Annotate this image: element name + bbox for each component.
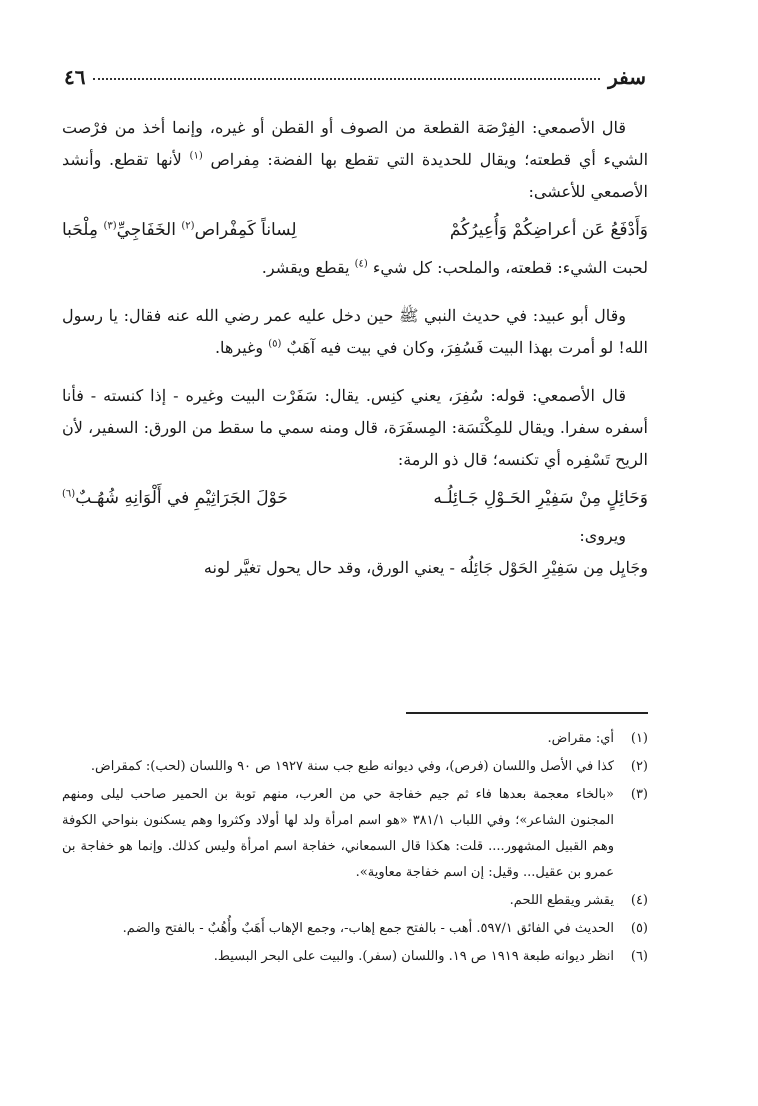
footnote: [62, 916, 648, 942]
footnote-text: الحديث في الفائق ٥٩٧/١. أهب - بالفتح جمع إهاب-، وجمع الإهاب أَهَبٌ وأُهُبٌ - بالفتح والضم.: [122, 921, 614, 936]
paragraph-6: وجَايِل مِن سَفِيْرِ الحَوْل جَائِلُه - يعني الورق، وقد حال يحول تغيَّر لونه: [203, 558, 648, 577]
verse-1-part-b: الخَفَاجِيِّ: [116, 220, 176, 240]
footnote-text: «بالخاء معجمة بعدها فاء ثم جيم خفاجة حي من العرب، منهم توبة بن الحمير صاحب ليلى ومنهم المجنون الشاعر»؛ وفي اللباب ٣٨١/١ «هو اسم امرأة ولد لها أولاد وكثروا وهم يسكنون بنواحي الكوفة وهم القبيل المشهور.... قلت: هكذا قال السمعاني، خفاجة اسم امرأة وليس كذلك. وإنما هو خفاجة بن عمرو بن عقيل... وقيل: إن اسم خفاجة معاوية».: [62, 787, 614, 880]
footnote-ref-5: (٥): [268, 338, 282, 350]
footnote-text: يقشر ويقطع اللحم.: [509, 893, 614, 908]
verse-1-part-a: لِساناً كَمِفْراص: [194, 220, 297, 240]
footnote-separator: [406, 712, 648, 714]
footnote-number: (٥): [630, 921, 648, 936]
footnote-ref-1: (١): [189, 150, 203, 162]
paragraph-1-text: قال الأصمعي: الفِرْصَة القطعة من الصوف أو القطن أو غيره، وإنما أخذ من فرْصت الشيء أي قطعته؛ ويقال للحديدة التي تقطع بها الفضة: مِفراص: [62, 118, 649, 169]
footnote-number: (٣): [630, 787, 648, 802]
paragraph-2: [62, 252, 648, 284]
verse-1-part-c: مِلْحَبا: [62, 220, 99, 240]
main-text: [62, 112, 648, 584]
footnote: [62, 726, 648, 752]
paragraph-4: قال الأصمعي: قوله: سُفِرَ، يعني كنِس. يقال: سَفَرْت البيت وغيره - إذا كنسته - فأنا أسفره سفرا. ويقال للمِكْنَسَة: المِسفَرَة، قال ومنه سمي ما سقط من الورق: السفير، لأن الريح تَسْفِره أي تكنسه؛ قال ذو الرمة:: [62, 386, 648, 469]
footnotes: [62, 726, 648, 972]
verse-1: [62, 210, 648, 250]
header-dotted-leader: [93, 78, 600, 80]
paragraph-3-text-a: وقال أبو عبيد: في حديث النبي ﷺ حين دخل عليه عمر رضي الله عنه فقال: يا رسول الله! لو أمرت بهذا البيت فَسُفِرَ، وكان في بيت فيه آهَبٌ: [62, 306, 648, 357]
footnote-number: (٢): [630, 759, 648, 774]
verse-1-second-hemistich: [62, 210, 297, 250]
footnote-ref-4: (٤): [354, 258, 368, 270]
verse-2: [62, 478, 648, 518]
paragraph-3: [62, 300, 648, 364]
footnote-text: أي: مقراض.: [547, 731, 614, 746]
footnote-ref-6: (٦): [62, 488, 76, 500]
footnote-text: انظر ديوانه طبعة ١٩١٩ ص ١٩. واللسان (سفر). والبيت على البحر البسيط.: [213, 949, 614, 964]
paragraph-1: [62, 112, 648, 208]
running-header: [64, 62, 646, 92]
paragraph-5: ويروى:: [579, 526, 626, 545]
footnote-ref-3: (٣): [103, 220, 117, 232]
page-number: ٤٦: [64, 65, 86, 89]
verse-2-first-hemistich: وَحَائِلٍ مِنْ سَفِيْرِ الحَـوْلِ جَـائِلُـه: [433, 488, 648, 508]
footnote-number: (٤): [630, 893, 648, 908]
paragraph-2-text-b: يقطع ويقشر.: [261, 258, 350, 277]
footnote: [62, 782, 648, 886]
footnote: [62, 754, 648, 780]
footnote: [62, 944, 648, 970]
paragraph-2-text-a: لحبت الشيء: قطعته، والملحب: كل شيء: [372, 258, 648, 277]
footnote-ref-2: (٢): [181, 220, 195, 232]
footnote-text: كذا في الأصل واللسان (فرص)، وفي ديوانه طبع جب سنة ١٩٢٧ ص ٩٠ واللسان (لحب): كمقراض.: [90, 759, 614, 774]
paragraph-1-tail: لأنها تقطع. وأنشد الأصمعي للأعشى:: [62, 150, 648, 201]
footnote: [62, 888, 648, 914]
verse-2-second-hemistich: [62, 478, 288, 518]
paragraph-3-text-b: وغيرها.: [214, 338, 264, 357]
header-title: سفر: [608, 65, 646, 89]
verse-2-text: حَوْلَ الجَرَاثِيْمِ في أَلْوَانِهِ شُهُـبٌ: [75, 488, 288, 508]
footnote-number: (١): [630, 731, 648, 746]
footnote-number: (٦): [630, 949, 648, 964]
verse-1-first-hemistich: وَأَدْفَعُ عَن أعراضِكُمْ وَأُعِيرُكُمْ: [449, 220, 648, 240]
